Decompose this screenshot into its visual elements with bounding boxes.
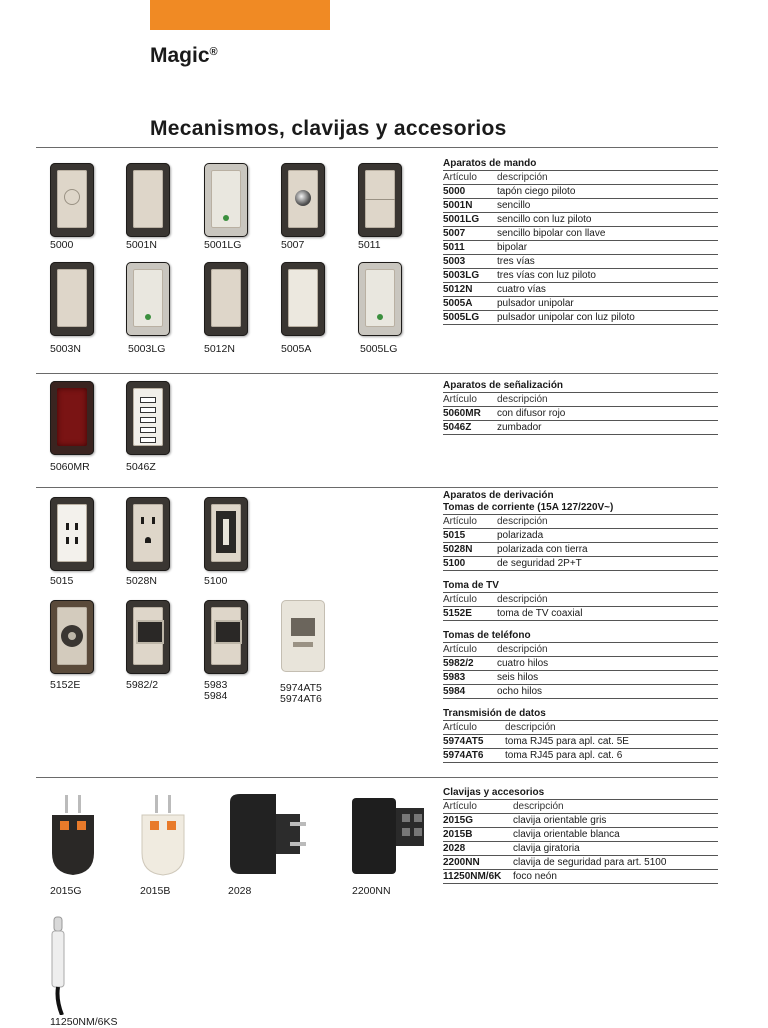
table-row: 11250NM/6K foco neón bbox=[443, 869, 718, 884]
table-row: 5152E toma de TV coaxial bbox=[443, 606, 718, 621]
table-row: 5005LG pulsador unipolar con luz piloto bbox=[443, 310, 718, 325]
table-row: 5007 sencillo bipolar con llave bbox=[443, 226, 718, 240]
product-5100 bbox=[204, 497, 248, 571]
product-5060mr bbox=[50, 381, 94, 455]
product-label: 5000 bbox=[50, 239, 74, 251]
product-5028n bbox=[126, 497, 170, 571]
table-row: 5012N cuatro vías bbox=[443, 282, 718, 296]
product-label: 5028N bbox=[126, 575, 157, 587]
product-label: 5046Z bbox=[126, 461, 156, 473]
page-title: Mecanismos, clavijas y accesorios bbox=[150, 117, 507, 140]
product-label: 5015 bbox=[50, 575, 74, 587]
product-5046z bbox=[126, 381, 170, 455]
table-header-row: Artículo descripción bbox=[443, 514, 718, 528]
product-label: 5005A bbox=[281, 343, 312, 355]
product-label: 5983 bbox=[204, 679, 228, 691]
table-row: 5060MR con difusor rojo bbox=[443, 406, 718, 420]
table-row: 2015B clavija orientable blanca bbox=[443, 827, 718, 841]
product-2015b bbox=[138, 793, 188, 879]
table-header-row: Artículo descripción bbox=[443, 392, 718, 406]
product-5974at bbox=[281, 600, 325, 672]
table-aparatos-de-derivacion bbox=[443, 490, 718, 763]
table-aparatos-de-mando bbox=[443, 158, 718, 325]
table-row: 5028N polarizada con tierra bbox=[443, 542, 718, 556]
product-label: 5012N bbox=[204, 343, 235, 355]
table-title: Clavijas y accesorios bbox=[443, 787, 545, 798]
table-row: 5000 tapón ciego piloto bbox=[443, 184, 718, 198]
product-label: 2015G bbox=[50, 885, 82, 897]
table-subtitle: Transmisión de datos bbox=[443, 708, 546, 719]
table-title: Aparatos de mando bbox=[443, 158, 537, 169]
divider bbox=[36, 373, 718, 374]
table-header-row: Artículo descripción bbox=[443, 170, 718, 184]
table-row: 2015G clavija orientable gris bbox=[443, 813, 718, 827]
product-5983-5984 bbox=[204, 600, 248, 674]
product-5012n bbox=[204, 262, 248, 336]
table-row: 2028 clavija giratoria bbox=[443, 841, 718, 855]
product-label: 5011 bbox=[358, 239, 381, 251]
product-label: 5974AT5 bbox=[280, 682, 322, 694]
brand-title: Magic® bbox=[150, 44, 218, 67]
product-label: 11250NM/6KS bbox=[50, 1016, 118, 1028]
product-label: 5060MR bbox=[50, 461, 90, 473]
product-label: 5100 bbox=[204, 575, 228, 587]
product-label: 5007 bbox=[281, 239, 305, 251]
product-label: 5001LG bbox=[204, 239, 242, 251]
product-5003n bbox=[50, 262, 94, 336]
table-header-row: Artículo descripción bbox=[443, 642, 718, 656]
table-subtitle: Toma de TV bbox=[443, 580, 499, 591]
product-label: 5982/2 bbox=[126, 679, 159, 691]
divider bbox=[36, 147, 718, 148]
product-label: 5974AT6 bbox=[280, 693, 322, 705]
table-header-row: Artículo descripción bbox=[443, 799, 718, 813]
product-label: 5152E bbox=[50, 679, 81, 691]
divider bbox=[36, 777, 718, 778]
table-subtitle: Tomas de corriente (15A 127/220V~) bbox=[443, 502, 614, 513]
product-5015 bbox=[50, 497, 94, 571]
product-5982-2 bbox=[126, 600, 170, 674]
table-title: Aparatos de señalización bbox=[443, 380, 564, 391]
table-title: Aparatos de derivación bbox=[443, 490, 554, 501]
product-5003lg bbox=[126, 262, 170, 336]
table-clavijas-y-accesorios bbox=[443, 787, 718, 884]
product-11250nm-6ks bbox=[44, 915, 74, 1015]
table-row: 5984 ocho hilos bbox=[443, 684, 718, 699]
product-label: 2200NN bbox=[352, 885, 391, 897]
table-aparatos-de-senalizacion bbox=[443, 380, 718, 435]
product-label: 2028 bbox=[228, 885, 252, 897]
product-5001n bbox=[126, 163, 170, 237]
divider bbox=[36, 487, 718, 488]
header-accent-bar bbox=[150, 0, 330, 30]
product-label: 5003N bbox=[50, 343, 81, 355]
table-row: 5001LG sencillo con luz piloto bbox=[443, 212, 718, 226]
table-row: 5983 seis hilos bbox=[443, 670, 718, 684]
product-5005lg bbox=[358, 262, 402, 336]
product-label: 5001N bbox=[126, 239, 157, 251]
table-row: 5982/2 cuatro hilos bbox=[443, 656, 718, 670]
table-subtitle: Tomas de teléfono bbox=[443, 630, 531, 641]
product-5152e bbox=[50, 600, 94, 674]
table-row: 5974AT5 toma RJ45 para apl. cat. 5E bbox=[443, 734, 718, 748]
table-row: 5015 polarizada bbox=[443, 528, 718, 542]
table-row: 5974AT6 toma RJ45 para apl. cat. 6 bbox=[443, 748, 718, 763]
product-2200nn bbox=[350, 796, 428, 876]
table-header-row: Artículo descripción bbox=[443, 592, 718, 606]
product-5005a bbox=[281, 262, 325, 336]
product-label: 5984 bbox=[204, 690, 228, 702]
table-row: 5001N sencillo bbox=[443, 198, 718, 212]
table-row: 5011 bipolar bbox=[443, 240, 718, 254]
product-5011 bbox=[358, 163, 402, 237]
table-row: 2200NN clavija de seguridad para art. 5100 bbox=[443, 855, 718, 869]
product-2015g bbox=[48, 793, 98, 879]
product-label: 5005LG bbox=[360, 343, 398, 355]
product-5001lg bbox=[204, 163, 248, 237]
product-5007 bbox=[281, 163, 325, 237]
product-5000 bbox=[50, 163, 94, 237]
product-label: 5003LG bbox=[128, 343, 166, 355]
product-label: 2015B bbox=[140, 885, 171, 897]
product-2028 bbox=[228, 792, 308, 876]
table-row: 5005A pulsador unipolar bbox=[443, 296, 718, 310]
table-row: 5003 tres vías bbox=[443, 254, 718, 268]
table-header-row: Artículo descripción bbox=[443, 720, 718, 734]
table-row: 5100 de seguridad 2P+T bbox=[443, 556, 718, 571]
table-row: 5003LG tres vías con luz piloto bbox=[443, 268, 718, 282]
table-row: 5046Z zumbador bbox=[443, 420, 718, 435]
